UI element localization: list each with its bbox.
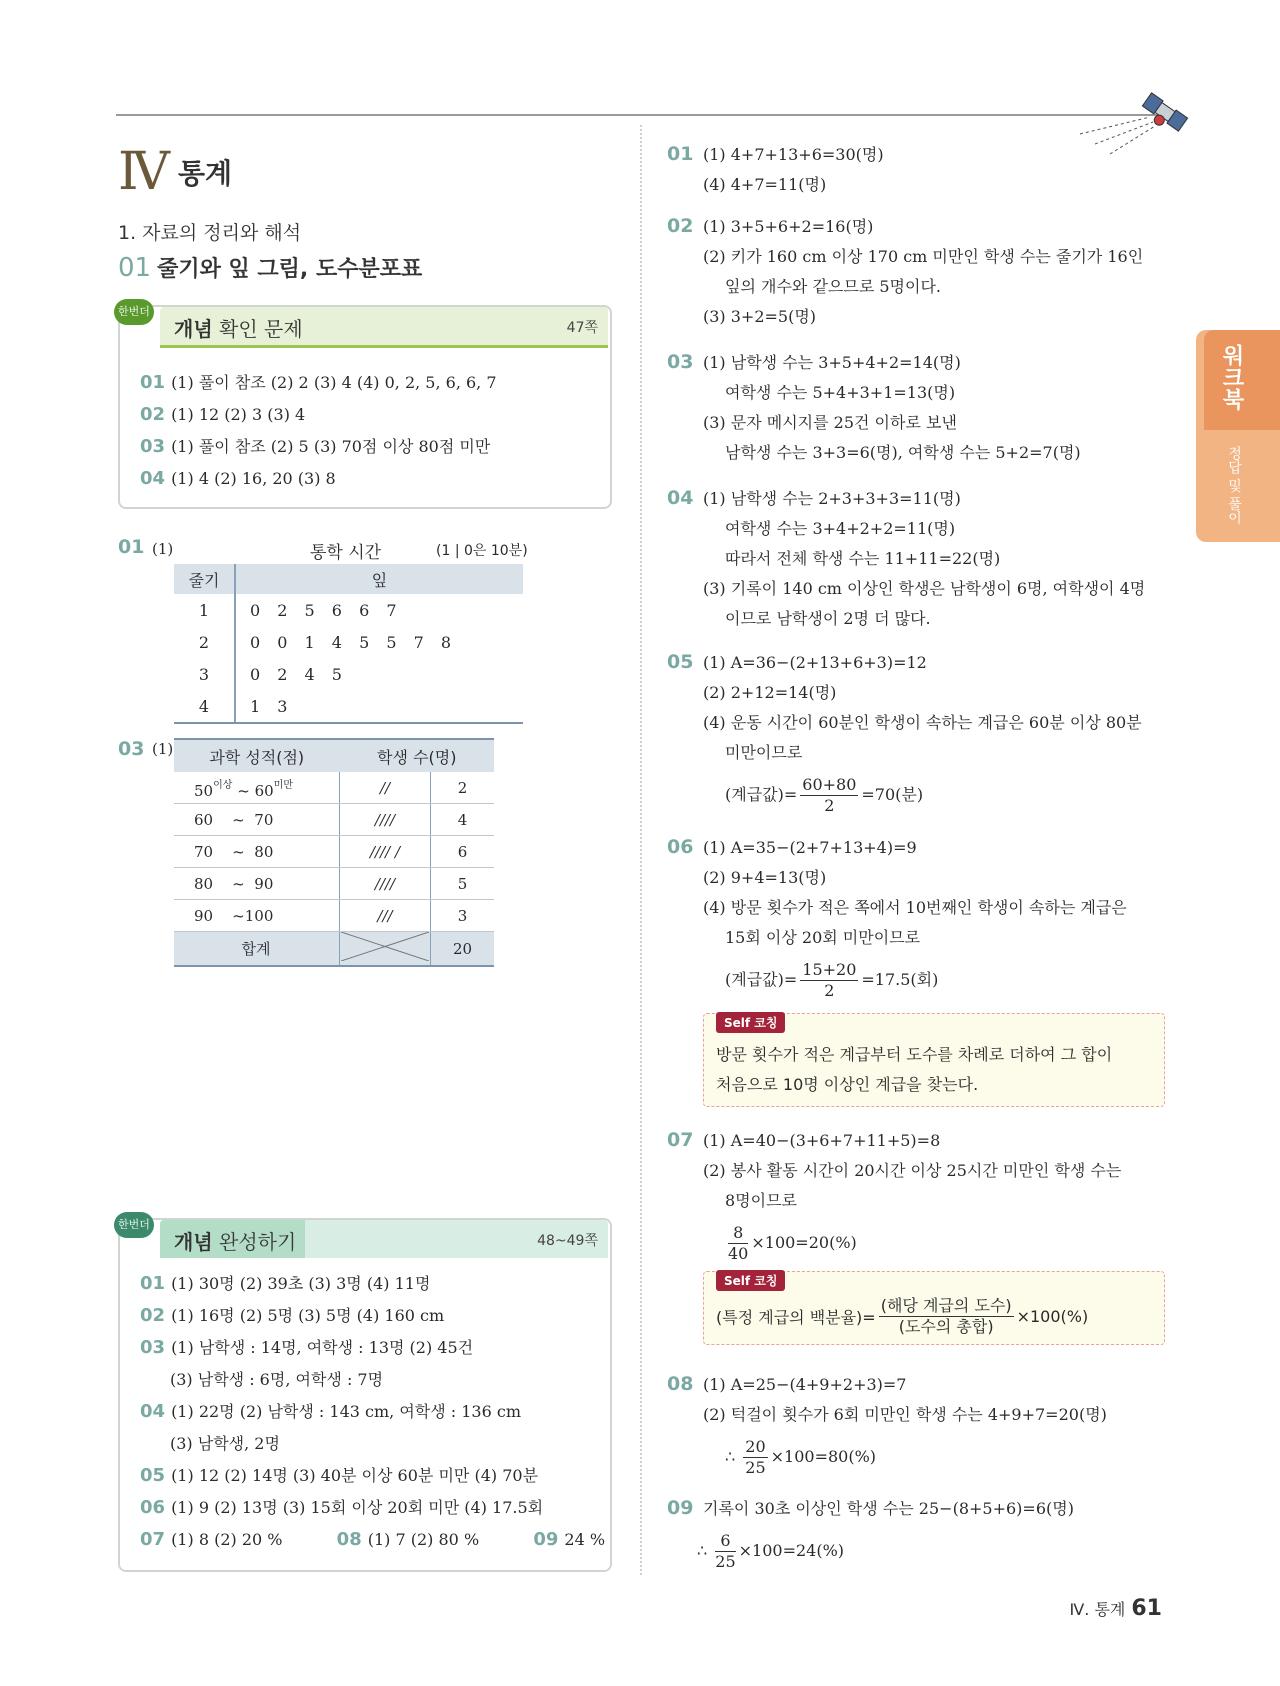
- table-row: 90 ~100 /// 3: [174, 900, 494, 932]
- fraction: $\frac{60+80}{2}$: [802, 775, 857, 815]
- leaf-header: 잎: [235, 564, 523, 594]
- stemleaf-note: (1 | 0은 10분): [436, 543, 528, 559]
- answer-line: 06 (1) 9 (2) 13명 (3) 15회 이상 20회 미만 (4) 17.5회: [140, 1497, 544, 1518]
- answer-list: [140, 1268, 605, 1556]
- workbook-tab[interactable]: [1196, 330, 1280, 542]
- badge: 한번더: [114, 299, 154, 325]
- badge: 한번더: [114, 1212, 154, 1238]
- page-number: 61: [1131, 1596, 1162, 1621]
- fraction: $\frac{15+20}{2}$: [802, 960, 857, 1000]
- concept-complete-box: [118, 1218, 612, 1572]
- box-page-ref: 48~49쪽: [537, 1233, 598, 1249]
- table-row: 70 ~ 80 //// / 6: [174, 836, 494, 868]
- answer-line: 05 (1) 12 (2) 14명 (3) 40분 이상 60분 미만 (4) 70분: [140, 1465, 539, 1486]
- answer-line: 02 (1) 16명 (2) 5명 (3) 5명 (4) 160 cm: [140, 1305, 445, 1326]
- table-row: 80 ~ 90 //// 5: [174, 868, 494, 900]
- table-row: 1 0 2 5 6 6 7: [174, 594, 523, 626]
- column-divider: [640, 125, 642, 1575]
- subsection-title: 01 줄기와 잎 그림, 도수분포표: [118, 253, 423, 283]
- count-header: 학생 수(명): [340, 739, 495, 772]
- self-coaching-box: Self 코칭 (특정 계급의 백분율)= $\frac{\text{(해당 계급의 도수)}}{\text{(도수의 총합)}}$ ×100(%): [703, 1271, 1165, 1345]
- section-title: 1. 자료의 정리와 해석: [118, 222, 302, 244]
- stem-header: 줄기: [174, 564, 235, 594]
- answer-line: 04 (1) 22명 (2) 남학생 : 143 cm, 여학생 : 136 cm: [140, 1401, 522, 1422]
- problem-number: 01: [118, 536, 145, 558]
- fraction: $\frac{\text{(해당 계급의 도수)}}{\text{(도수의 총합)}}$: [880, 1296, 1012, 1336]
- table-row: 4 1 3: [174, 690, 523, 723]
- page-footer: [1070, 1596, 1162, 1621]
- tab-main-label: 워크북: [1219, 344, 1244, 410]
- table-row: 60 ~ 70 //// 4: [174, 804, 494, 836]
- stemleaf-caption: 통학 시간: [310, 543, 382, 563]
- problem-number: 03: [118, 738, 145, 760]
- table-row: 2 0 0 1 4 5 5 7 8: [174, 626, 523, 658]
- answer-line: 02 (1) 12 (2) 3 (3) 4: [140, 404, 306, 425]
- answer-list: [140, 367, 497, 495]
- tab-sub-label: 정답 및 풀이: [1226, 446, 1242, 525]
- class-header: 과학 성적(점): [174, 739, 340, 772]
- self-coaching-box: Self 코칭 방문 횟수가 적은 계급부터 도수를 차례로 더하여 그 합이 처음으로 10명 이상인 계급을 찾는다.: [703, 1013, 1165, 1107]
- chapter-title: 통계: [177, 157, 233, 190]
- stem-leaf-table: [174, 564, 523, 724]
- fraction: $\frac{20}{25}$: [745, 1437, 766, 1477]
- footer-chapter: Ⅳ. 통계: [1069, 1600, 1126, 1619]
- box-title: 개념 확인 문제: [174, 317, 303, 341]
- fraction: $\frac{6}{25}$: [715, 1531, 736, 1571]
- frequency-table: [174, 738, 494, 967]
- answer-line: 03 (1) 남학생 : 14명, 여학생 : 13명 (2) 45건: [140, 1337, 474, 1358]
- coaching-tag: Self 코칭: [716, 1012, 785, 1033]
- box-page-ref: 47쪽: [566, 320, 598, 336]
- top-rule: [116, 114, 1166, 116]
- total-row: 합계 20: [174, 932, 494, 967]
- table-row: 3 0 2 4 5: [174, 658, 523, 690]
- answer-line: 07 (1) 8 (2) 20 % 08 (1) 7 (2) 80 % 09 24 %: [140, 1529, 606, 1550]
- answer-line: (3) 남학생 : 6명, 여학생 : 7명: [170, 1370, 384, 1389]
- answer-line: 04 (1) 4 (2) 16, 20 (3) 8: [140, 468, 336, 489]
- chapter-heading: [118, 142, 232, 202]
- cross-out-icon: [341, 932, 429, 961]
- satellite-icon: [1075, 82, 1195, 162]
- answer-line: 01 (1) 풀이 참조 (2) 2 (3) 4 (4) 0, 2, 5, 6, 6, 7: [140, 372, 497, 393]
- chapter-number: Ⅳ: [118, 142, 170, 202]
- table-row: $50^{이상}$ ~ $60^{미만}$ // 2: [174, 772, 494, 804]
- answer-line: (3) 남학생, 2명: [170, 1434, 280, 1453]
- concept-check-box: [118, 305, 612, 509]
- box-title: 개념 완성하기: [174, 1230, 297, 1254]
- answer-line: 01 (1) 30명 (2) 39초 (3) 3명 (4) 11명: [140, 1273, 431, 1294]
- sub-number: (1): [152, 740, 174, 758]
- sub-number: (1): [152, 540, 174, 558]
- fraction: $\frac{8}{40}$: [728, 1223, 749, 1263]
- answer-line: 03 (1) 풀이 참조 (2) 5 (3) 70점 이상 80점 미만: [140, 436, 491, 457]
- coaching-tag: Self 코칭: [716, 1270, 785, 1291]
